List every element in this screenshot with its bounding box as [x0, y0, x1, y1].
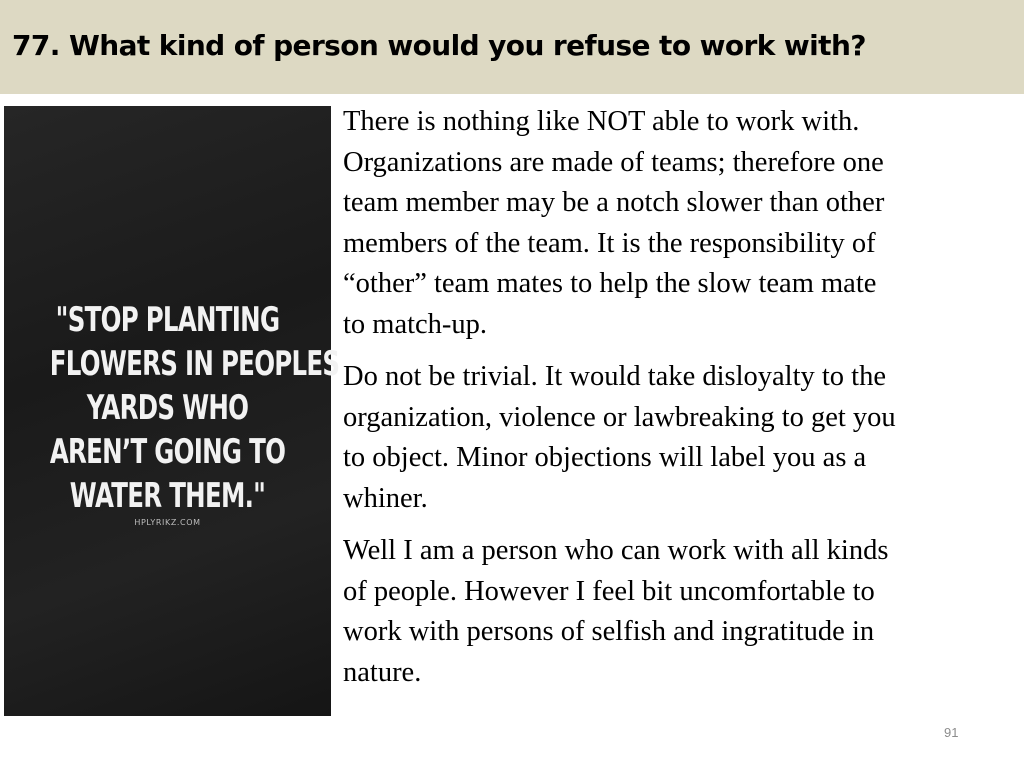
text-line: “other” team mates to help the slow team mate: [343, 268, 877, 299]
text-line: organization, violence or lawbreaking to get you: [343, 401, 896, 433]
text-line: Well I am a person who can work with all kinds: [343, 535, 889, 566]
text-line: to object. Minor objections will label you as a: [343, 442, 867, 473]
paragraph-1: [343, 102, 1018, 345]
text-line: to match-up.: [343, 308, 488, 340]
text-line: There is nothing like NOT able to work with.: [343, 106, 860, 137]
slide-number: 91: [944, 725, 959, 740]
quote-credit: HPLYRIKZ.COM: [134, 518, 201, 527]
text-line: work with persons of selfish and ingratitude in: [343, 616, 875, 647]
quote-line: AREN’T GOING TO: [49, 432, 286, 472]
text-line: team member may be a notch slower than other: [343, 187, 885, 218]
paragraph-2: [343, 357, 1018, 519]
quote-line: WATER THEM.": [69, 476, 266, 516]
quote-text: [49, 298, 340, 518]
slide-title: 77. What kind of person would you refuse to work with?: [12, 29, 866, 62]
text-line: nature.: [343, 656, 422, 688]
quote-line: YARDS WHO: [86, 388, 249, 428]
body-text: [343, 102, 1018, 705]
text-line: whiner.: [343, 482, 428, 514]
title-bar: [0, 0, 1024, 94]
text-line: members of the team. It is the responsibility of: [343, 227, 876, 259]
quote-image: [4, 106, 340, 716]
text-line: Organizations are made of teams; therefore one: [343, 146, 884, 178]
quote-line: "STOP PLANTING: [55, 300, 280, 340]
text-line: of people. However I feel bit uncomfortable to: [343, 575, 875, 607]
text-line: Do not be trivial. It would take disloyalty to the: [343, 361, 886, 392]
paragraph-3: [343, 531, 1018, 693]
quote-line: FLOWERS IN PEOPLES: [49, 344, 340, 384]
